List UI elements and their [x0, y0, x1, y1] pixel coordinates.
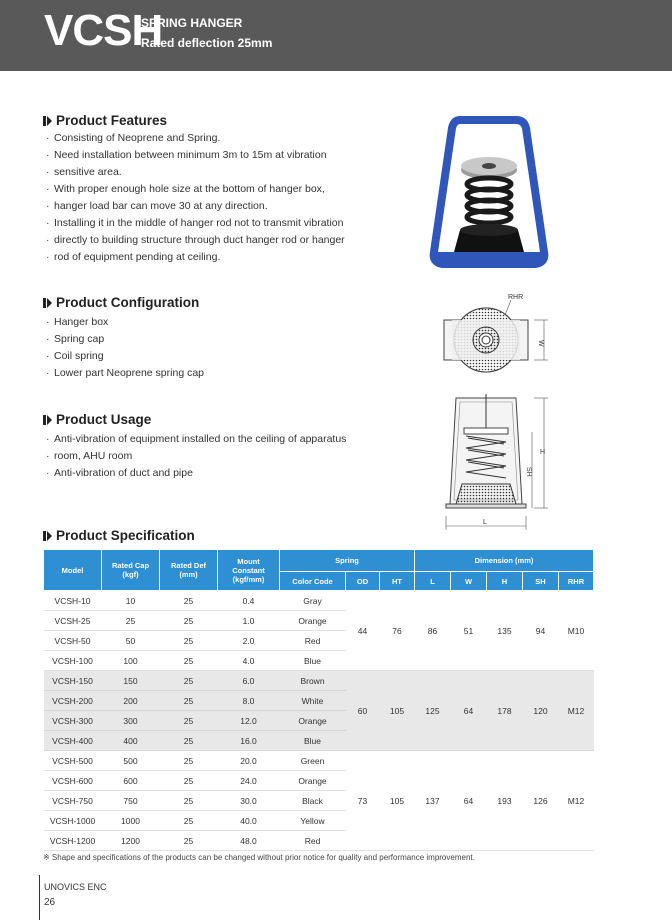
cell-color: Red: [280, 831, 346, 851]
cell-color: Brown: [280, 671, 346, 691]
spec-table-body: [44, 591, 594, 851]
cell-mount: 16.0: [218, 731, 280, 751]
cell-cap: 10: [102, 591, 160, 611]
cell-model: VCSH-50: [44, 631, 102, 651]
cell-rhr: M12: [559, 751, 594, 851]
cell-mount: 48.0: [218, 831, 280, 851]
cell-mount: 30.0: [218, 791, 280, 811]
col-rated-def: Rated Def (mm): [160, 550, 218, 591]
list-item-cont: room, AHU room: [54, 450, 133, 462]
cell-model: VCSH-10: [44, 591, 102, 611]
model-title: VCSH: [44, 6, 163, 55]
specification-heading: [43, 528, 195, 543]
cell-color: Blue: [280, 651, 346, 671]
cell-l: 137: [415, 751, 451, 851]
top-view-diagram: [436, 290, 556, 385]
w-label: W: [537, 340, 544, 347]
cell-sh: 126: [523, 751, 559, 851]
list-item-cont: directly to building structure through duct hanger rod or hanger: [54, 234, 345, 246]
sh-label: SH: [525, 467, 532, 477]
list-item-cont: hanger load bar can move 30 at any direction.: [54, 200, 268, 212]
col-model: Model: [44, 550, 102, 591]
cell-w: 51: [451, 591, 487, 671]
cell-mount: 40.0: [218, 811, 280, 831]
features-list: [46, 130, 345, 266]
cell-model: VCSH-1000: [44, 811, 102, 831]
cell-color: Orange: [280, 771, 346, 791]
spec-table: [43, 549, 594, 851]
col-rated-cap: Rated Cap (kgf): [102, 550, 160, 591]
arrow-icon: [43, 297, 53, 309]
list-item: · Consisting of Neoprene and Spring.: [46, 130, 345, 147]
list-item: · Need installation between minimum 3m to 15m at vibration: [46, 147, 345, 164]
footer-brand: UNOVICS ENC: [44, 882, 107, 892]
cell-color: Green: [280, 751, 346, 771]
configuration-title: Product Configuration: [56, 295, 200, 310]
cell-mount: 1.0: [218, 611, 280, 631]
cell-mount: 20.0: [218, 751, 280, 771]
col-ht: HT: [380, 572, 415, 591]
cell-def: 25: [160, 651, 218, 671]
list-item: · Spring cap: [46, 331, 204, 348]
list-item: · Coil spring: [46, 348, 204, 365]
spec-table-wrap: [43, 549, 593, 851]
cell-model: VCSH-100: [44, 651, 102, 671]
cell-mount: 8.0: [218, 691, 280, 711]
cell-rhr: M10: [559, 591, 594, 671]
cell-model: VCSH-500: [44, 751, 102, 771]
table-row: [44, 591, 594, 611]
cell-color: Yellow: [280, 811, 346, 831]
cell-model: VCSH-150: [44, 671, 102, 691]
col-w: W: [451, 572, 487, 591]
cell-model: VCSH-400: [44, 731, 102, 751]
cell-def: 25: [160, 731, 218, 751]
cell-cap: 25: [102, 611, 160, 631]
col-spring: Spring: [280, 550, 415, 572]
list-item: [46, 198, 345, 215]
cell-cap: 200: [102, 691, 160, 711]
cell-od: 44: [346, 591, 380, 671]
list-item: [46, 249, 345, 266]
cell-model: VCSH-25: [44, 611, 102, 631]
col-l: L: [415, 572, 451, 591]
col-color-code: Color Code: [280, 572, 346, 591]
list-item: [46, 232, 345, 249]
cell-cap: 500: [102, 751, 160, 771]
cell-w: 64: [451, 671, 487, 751]
cell-mount: 0.4: [218, 591, 280, 611]
cell-cap: 400: [102, 731, 160, 751]
features-title: Product Features: [56, 113, 168, 128]
cell-color: Gray: [280, 591, 346, 611]
list-item: · Lower part Neoprene spring cap: [46, 365, 204, 382]
rated-deflection: Rated deflection 25mm: [141, 36, 273, 50]
table-row: [44, 671, 594, 691]
cell-l: 125: [415, 671, 451, 751]
cell-ht: 105: [380, 751, 415, 851]
cell-mount: 12.0: [218, 711, 280, 731]
cell-cap: 300: [102, 711, 160, 731]
cell-model: VCSH-600: [44, 771, 102, 791]
cell-model: VCSH-200: [44, 691, 102, 711]
cell-h: 135: [487, 591, 523, 671]
usage-title: Product Usage: [56, 412, 152, 427]
cell-mount: 6.0: [218, 671, 280, 691]
cell-def: 25: [160, 751, 218, 771]
cell-model: VCSH-300: [44, 711, 102, 731]
configuration-list: [46, 314, 204, 382]
col-od: OD: [346, 572, 380, 591]
cell-cap: 150: [102, 671, 160, 691]
cell-l: 86: [415, 591, 451, 671]
cell-cap: 100: [102, 651, 160, 671]
list-item: [46, 164, 345, 181]
specification-title: Product Specification: [56, 528, 195, 543]
cell-od: 60: [346, 671, 380, 751]
col-rhr: RHR: [559, 572, 594, 591]
rhr-label: RHR: [508, 294, 524, 301]
l-label: L: [483, 519, 487, 526]
side-view-diagram: [436, 392, 556, 532]
cell-def: 25: [160, 811, 218, 831]
col-h: H: [487, 572, 523, 591]
frame-base: [436, 252, 542, 264]
cell-color: Blue: [280, 731, 346, 751]
cell-cap: 50: [102, 631, 160, 651]
list-item: [46, 448, 346, 465]
cell-def: 25: [160, 771, 218, 791]
header-banner: [0, 0, 672, 71]
cell-sh: 120: [523, 671, 559, 751]
cell-color: Orange: [280, 611, 346, 631]
cell-mount: 4.0: [218, 651, 280, 671]
arrow-icon: [43, 414, 53, 426]
list-item: · Installing it in the middle of hanger rod not to transmit vibration: [46, 215, 345, 232]
list-item-cont: rod of equipment pending at ceiling.: [54, 251, 221, 263]
list-item: · Anti-vibration of duct and pipe: [46, 465, 346, 482]
features-heading: [43, 113, 167, 128]
configuration-heading: [43, 295, 199, 310]
cell-h: 178: [487, 671, 523, 751]
cell-mount: 2.0: [218, 631, 280, 651]
list-item-cont: sensitive area.: [54, 166, 122, 178]
col-sh: SH: [523, 572, 559, 591]
product-photo: [420, 112, 550, 274]
usage-heading: [43, 412, 151, 427]
list-item: · Hanger box: [46, 314, 204, 331]
cell-def: 25: [160, 671, 218, 691]
cell-model: VCSH-1200: [44, 831, 102, 851]
disclaimer-note: ※ Shape and specifications of the products can be changed without prior notice for quality and performance improvement.: [43, 853, 475, 862]
cell-def: 25: [160, 591, 218, 611]
cell-def: 25: [160, 611, 218, 631]
product-name: SPRING HANGER: [141, 16, 243, 30]
cell-cap: 1000: [102, 811, 160, 831]
cell-color: Orange: [280, 711, 346, 731]
list-item: · Anti-vibration of equipment installed on the ceiling of apparatus: [46, 431, 346, 448]
cell-def: 25: [160, 631, 218, 651]
cell-def: 25: [160, 691, 218, 711]
h-label: H: [540, 449, 546, 456]
cell-color: Red: [280, 631, 346, 651]
cell-w: 64: [451, 751, 487, 851]
cell-ht: 105: [380, 671, 415, 751]
coil-spring: [467, 178, 511, 223]
cell-rhr: M12: [559, 671, 594, 751]
cell-color: Black: [280, 791, 346, 811]
arrow-icon: [43, 115, 53, 127]
cell-ht: 76: [380, 591, 415, 671]
cell-h: 193: [487, 751, 523, 851]
cell-color: White: [280, 691, 346, 711]
cell-od: 73: [346, 751, 380, 851]
cell-def: 25: [160, 711, 218, 731]
cell-mount: 24.0: [218, 771, 280, 791]
cell-cap: 1200: [102, 831, 160, 851]
cell-cap: 750: [102, 791, 160, 811]
list-item: · With proper enough hole size at the bottom of hanger box,: [46, 181, 345, 198]
col-dimension: Dimension (mm): [415, 550, 594, 572]
footer-divider: [39, 875, 40, 920]
arrow-icon: [43, 530, 53, 542]
cell-def: 25: [160, 831, 218, 851]
cell-cap: 600: [102, 771, 160, 791]
usage-list: [46, 431, 346, 482]
col-mount-constant: Mount Constant (kgf/mm): [218, 550, 280, 591]
cell-model: VCSH-750: [44, 791, 102, 811]
table-row: [44, 751, 594, 771]
page-number: 26: [44, 897, 56, 908]
cell-sh: 94: [523, 591, 559, 671]
cell-def: 25: [160, 791, 218, 811]
